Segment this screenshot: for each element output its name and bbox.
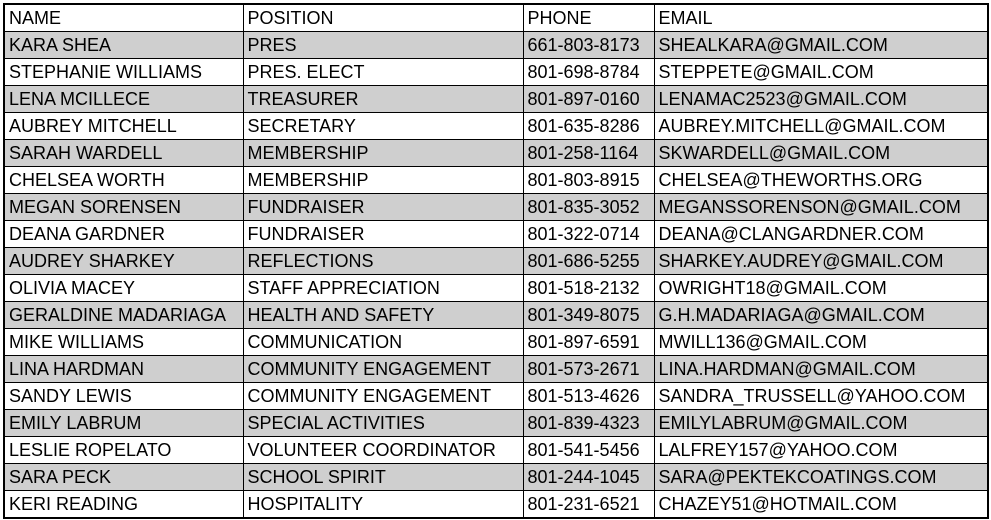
name-cell: LESLIE ROPELATO bbox=[4, 437, 243, 464]
position-cell: SECRETARY bbox=[243, 113, 523, 140]
table-row bbox=[4, 329, 988, 356]
column-header-position: POSITION bbox=[243, 4, 523, 32]
position-cell: MEMBERSHIP bbox=[243, 167, 523, 194]
position-cell: PRES bbox=[243, 32, 523, 59]
table-row bbox=[4, 437, 988, 464]
table-row bbox=[4, 167, 988, 194]
position-cell: SPECIAL ACTIVITIES bbox=[243, 410, 523, 437]
email-cell: CHAZEY51@HOTMAIL.COM bbox=[654, 491, 988, 519]
name-cell: AUDREY SHARKEY bbox=[4, 248, 243, 275]
position-cell: COMMUNICATION bbox=[243, 329, 523, 356]
name-cell: STEPHANIE WILLIAMS bbox=[4, 59, 243, 86]
name-cell: CHELSEA WORTH bbox=[4, 167, 243, 194]
phone-cell: 801-803-8915 bbox=[523, 167, 654, 194]
name-cell: SANDY LEWIS bbox=[4, 383, 243, 410]
phone-cell: 801-897-0160 bbox=[523, 86, 654, 113]
email-cell: SANDRA_TRUSSELL@YAHOO.COM bbox=[654, 383, 988, 410]
table-row bbox=[4, 113, 988, 140]
table-row bbox=[4, 59, 988, 86]
phone-cell: 801-322-0714 bbox=[523, 221, 654, 248]
phone-cell: 801-897-6591 bbox=[523, 329, 654, 356]
phone-cell: 801-513-4626 bbox=[523, 383, 654, 410]
table-row bbox=[4, 194, 988, 221]
email-cell: LINA.HARDMAN@GMAIL.COM bbox=[654, 356, 988, 383]
phone-cell: 801-231-6521 bbox=[523, 491, 654, 519]
name-cell: LENA MCILLECE bbox=[4, 86, 243, 113]
phone-cell: 801-835-3052 bbox=[523, 194, 654, 221]
header-row bbox=[4, 4, 988, 32]
position-cell: FUNDRAISER bbox=[243, 221, 523, 248]
email-cell: CHELSEA@THEWORTHS.ORG bbox=[654, 167, 988, 194]
name-cell: LINA HARDMAN bbox=[4, 356, 243, 383]
table-row bbox=[4, 302, 988, 329]
name-cell: GERALDINE MADARIAGA bbox=[4, 302, 243, 329]
name-cell: OLIVIA MACEY bbox=[4, 275, 243, 302]
email-cell: SARA@PEKTEKCOATINGS.COM bbox=[654, 464, 988, 491]
table-row bbox=[4, 221, 988, 248]
position-cell: STAFF APPRECIATION bbox=[243, 275, 523, 302]
phone-cell: 661-803-8173 bbox=[523, 32, 654, 59]
phone-cell: 801-573-2671 bbox=[523, 356, 654, 383]
name-cell: SARA PECK bbox=[4, 464, 243, 491]
table-row bbox=[4, 356, 988, 383]
table-header bbox=[4, 4, 988, 32]
email-cell: G.H.MADARIAGA@GMAIL.COM bbox=[654, 302, 988, 329]
email-cell: OWRIGHT18@GMAIL.COM bbox=[654, 275, 988, 302]
position-cell: FUNDRAISER bbox=[243, 194, 523, 221]
table-row bbox=[4, 140, 988, 167]
table-row bbox=[4, 275, 988, 302]
column-header-phone: PHONE bbox=[523, 4, 654, 32]
phone-cell: 801-244-1045 bbox=[523, 464, 654, 491]
email-cell: STEPPETE@GMAIL.COM bbox=[654, 59, 988, 86]
phone-cell: 801-541-5456 bbox=[523, 437, 654, 464]
phone-cell: 801-258-1164 bbox=[523, 140, 654, 167]
email-cell: SKWARDELL@GMAIL.COM bbox=[654, 140, 988, 167]
email-cell: MWILL136@GMAIL.COM bbox=[654, 329, 988, 356]
table-row bbox=[4, 248, 988, 275]
name-cell: SARAH WARDELL bbox=[4, 140, 243, 167]
table-row bbox=[4, 410, 988, 437]
position-cell: MEMBERSHIP bbox=[243, 140, 523, 167]
position-cell: COMMUNITY ENGAGEMENT bbox=[243, 356, 523, 383]
name-cell: AUBREY MITCHELL bbox=[4, 113, 243, 140]
email-cell: MEGANSSORENSON@GMAIL.COM bbox=[654, 194, 988, 221]
email-cell: LENAMAC2523@GMAIL.COM bbox=[654, 86, 988, 113]
column-header-email: EMAIL bbox=[654, 4, 988, 32]
table-row bbox=[4, 383, 988, 410]
name-cell: KERI READING bbox=[4, 491, 243, 519]
position-cell: HEALTH AND SAFETY bbox=[243, 302, 523, 329]
phone-cell: 801-698-8784 bbox=[523, 59, 654, 86]
email-cell: EMILYLABRUM@GMAIL.COM bbox=[654, 410, 988, 437]
email-cell: LALFREY157@YAHOO.COM bbox=[654, 437, 988, 464]
email-cell: DEANA@CLANGARDNER.COM bbox=[654, 221, 988, 248]
phone-cell: 801-839-4323 bbox=[523, 410, 654, 437]
position-cell: HOSPITALITY bbox=[243, 491, 523, 519]
position-cell: VOLUNTEER COORDINATOR bbox=[243, 437, 523, 464]
position-cell: REFLECTIONS bbox=[243, 248, 523, 275]
email-cell: SHEALKARA@GMAIL.COM bbox=[654, 32, 988, 59]
position-cell: TREASURER bbox=[243, 86, 523, 113]
roster-table bbox=[3, 3, 989, 519]
email-cell: SHARKEY.AUDREY@GMAIL.COM bbox=[654, 248, 988, 275]
column-header-name: NAME bbox=[4, 4, 243, 32]
name-cell: EMILY LABRUM bbox=[4, 410, 243, 437]
name-cell: KARA SHEA bbox=[4, 32, 243, 59]
phone-cell: 801-686-5255 bbox=[523, 248, 654, 275]
table-row bbox=[4, 464, 988, 491]
phone-cell: 801-349-8075 bbox=[523, 302, 654, 329]
position-cell: COMMUNITY ENGAGEMENT bbox=[243, 383, 523, 410]
name-cell: MIKE WILLIAMS bbox=[4, 329, 243, 356]
position-cell: PRES. ELECT bbox=[243, 59, 523, 86]
name-cell: DEANA GARDNER bbox=[4, 221, 243, 248]
table-row bbox=[4, 32, 988, 59]
email-cell: AUBREY.MITCHELL@GMAIL.COM bbox=[654, 113, 988, 140]
table-row bbox=[4, 86, 988, 113]
table-body bbox=[4, 32, 988, 519]
phone-cell: 801-518-2132 bbox=[523, 275, 654, 302]
phone-cell: 801-635-8286 bbox=[523, 113, 654, 140]
name-cell: MEGAN SORENSEN bbox=[4, 194, 243, 221]
table-row bbox=[4, 491, 988, 519]
position-cell: SCHOOL SPIRIT bbox=[243, 464, 523, 491]
